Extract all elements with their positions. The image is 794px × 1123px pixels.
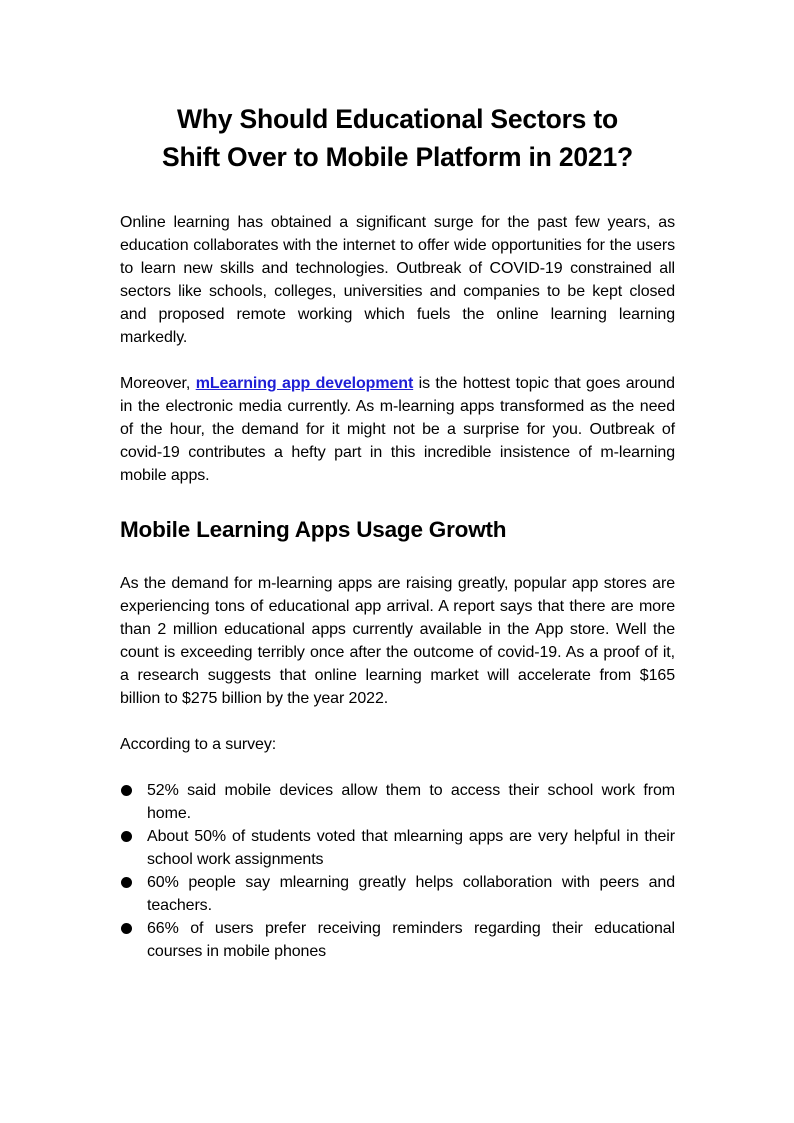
bullet-dot-icon — [121, 785, 132, 796]
page-title — [120, 100, 675, 176]
bullet-dot-icon — [121, 923, 132, 934]
mlearning-app-development-link[interactable]: mLearning app development — [195, 375, 414, 392]
list-item — [120, 779, 675, 825]
section-paragraph-2: According to a survey: — [120, 736, 277, 753]
intro-paragraph-2-lead: Moreover, — [120, 375, 196, 392]
document-page — [120, 100, 675, 963]
bullet-dot-icon — [121, 877, 132, 888]
list-item — [120, 871, 675, 917]
list-item — [120, 917, 675, 963]
page-title-line-2: Shift Over to Mobile Platform in 2021? — [162, 142, 633, 172]
bullet-dot-icon — [121, 831, 132, 842]
intro-paragraph-1: Online learning has obtained a significant surge for the past few years, as education collaborates with the internet to offer wide opportunities for the users to learn new skills and technologies. Outbreak of COVID-19 constrained all sectors like schools, colleges, universities and companies to be kept closed and proposed remote working which fuels the online learning learning markedly. — [120, 214, 675, 346]
section-heading: Mobile Learning Apps Usage Growth — [120, 517, 507, 542]
bullet-text: 66% of users prefer receiving reminders regarding their educational courses in mobile phones — [147, 920, 675, 960]
bullet-text: 52% said mobile devices allow them to access their school work from home. — [147, 782, 675, 822]
intro-paragraph-2 — [120, 372, 675, 487]
survey-bullet-list — [120, 779, 675, 963]
bullet-text: About 50% of students voted that mlearning apps are very helpful in their school work assignments — [147, 828, 675, 868]
intro-paragraph-2-rest: is the hottest topic that goes around in the electronic media currently. As m-learning apps transformed as the need of the hour, the demand for it might not be a surprise for you. Outbreak of covid-19 contributes a hefty part in this incredible insistence of m-learning mobile apps. — [120, 375, 675, 484]
bullet-text: 60% people say mlearning greatly helps collaboration with peers and teachers. — [147, 874, 675, 914]
section-paragraph-1: As the demand for m-learning apps are raising greatly, popular app stores are experiencing tons of educational app arrival. A report says that there are more than 2 million educational apps currently available in the App store. Well the count is exceeding terribly once after the outcome of covid-19. As a proof of it, a research suggests that online learning market will accelerate from $165 billion to $275 billion by the year 2022. — [120, 575, 675, 707]
page-title-line-1: Why Should Educational Sectors to — [177, 104, 618, 134]
list-item — [120, 825, 675, 871]
